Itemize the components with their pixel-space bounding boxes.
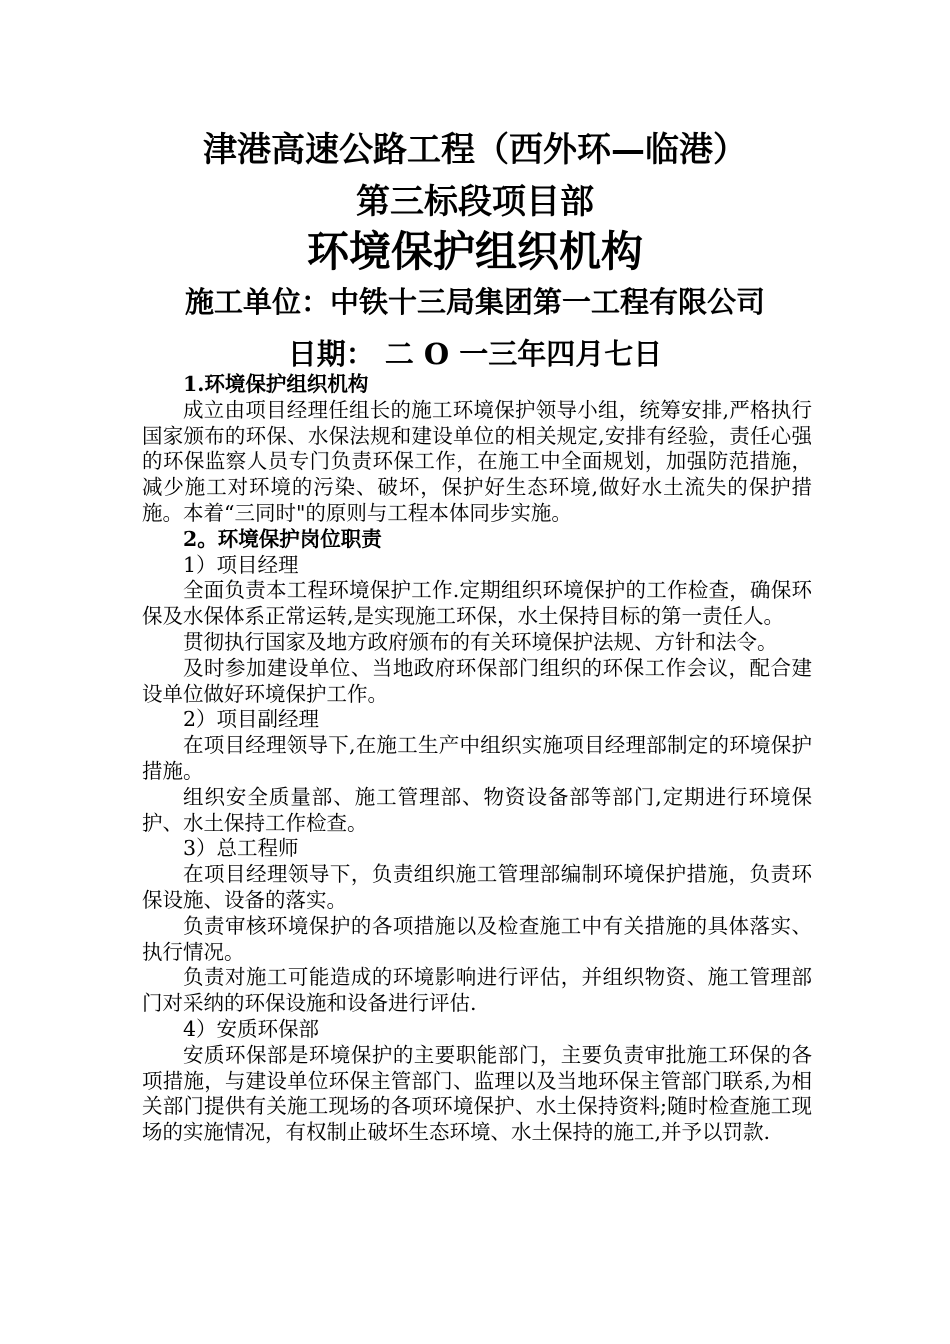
paragraph: 全面负责本工程环境保护工作.定期组织环境保护的工作检查，确保环保及水保体系正常运转,是实现施工环保，水土保持目标的第一责任人。 xyxy=(142,578,812,629)
date-line: 日期： 二 O 一三年四月七日 xyxy=(287,337,663,371)
role-title: 1）项目经理 xyxy=(183,552,299,577)
main-title: 环境保护组织机构 xyxy=(306,227,643,276)
document-body xyxy=(142,372,812,1146)
section-heading: 2。环境保护岗位职责 xyxy=(183,526,382,551)
paragraph: 在项目经理领导下,在施工生产中组织实施项目经理部制定的环境保护措施。 xyxy=(142,733,812,783)
title-line-1: 津港高速公路工程（西外环—临港） xyxy=(203,130,747,170)
section-heading: 1.环境保护组织机构 xyxy=(183,372,369,396)
paragraph: 安质环保部是环境保护的主要职能部门，主要负责审批施工环保的各项措施，与建设单位环保主管部门、监理以及当地环保主管部门联系,为相关部门提供有关施工现场的各项环境保护、水土保持资料;随时检查施工现场的实施情况，有权制止破坏生态环境、水土保持的施工,并予以罚款. xyxy=(142,1042,812,1145)
role-title: 4）安质环保部 xyxy=(183,1016,320,1041)
paragraph: 负责审核环境保护的各项措施以及检查施工中有关措施的具体落实、执行情况。 xyxy=(142,913,812,964)
role-title: 2）项目副经理 xyxy=(183,707,320,732)
contractor-line: 施工单位：中铁十三局集团第一工程有限公司 xyxy=(184,285,765,319)
title-line-2: 第三标段项目部 xyxy=(356,182,594,222)
paragraph: 及时参加建设单位、当地政府环保部门组织的环保工作会议，配合建设单位做好环境保护工作。 xyxy=(142,655,812,706)
paragraph: 组织安全质量部、施工管理部、物资设备部等部门,定期进行环境保护、水土保持工作检查。 xyxy=(142,784,812,835)
role-title: 3）总工程师 xyxy=(183,836,299,861)
paragraph: 在项目经理领导下，负责组织施工管理部编制环境保护措施，负责环保设施、设备的落实。 xyxy=(142,862,812,912)
paragraph: 负责对施工可能造成的环境影响进行评估，并组织物资、施工管理部门对采纳的环保设施和设备进行评估. xyxy=(142,965,812,1016)
paragraph: 贯彻执行国家及地方政府颁布的有关环境保护法规、方针和法令。 xyxy=(183,629,778,654)
paragraph: 成立由项目经理任组长的施工环境保护领导小组，统筹安排,严格执行国家颁布的环保、水保法规和建设单位的相关规定,安排有经验，责任心强的环保监察人员专门负责环保工作，在施工中全面规划，加强防范措施，减少施工对环境的污染、破坏，保护好生态环境,做好水土流失的保护措施。本着“三同时"的原则与工程本体同步实施。 xyxy=(142,397,812,525)
